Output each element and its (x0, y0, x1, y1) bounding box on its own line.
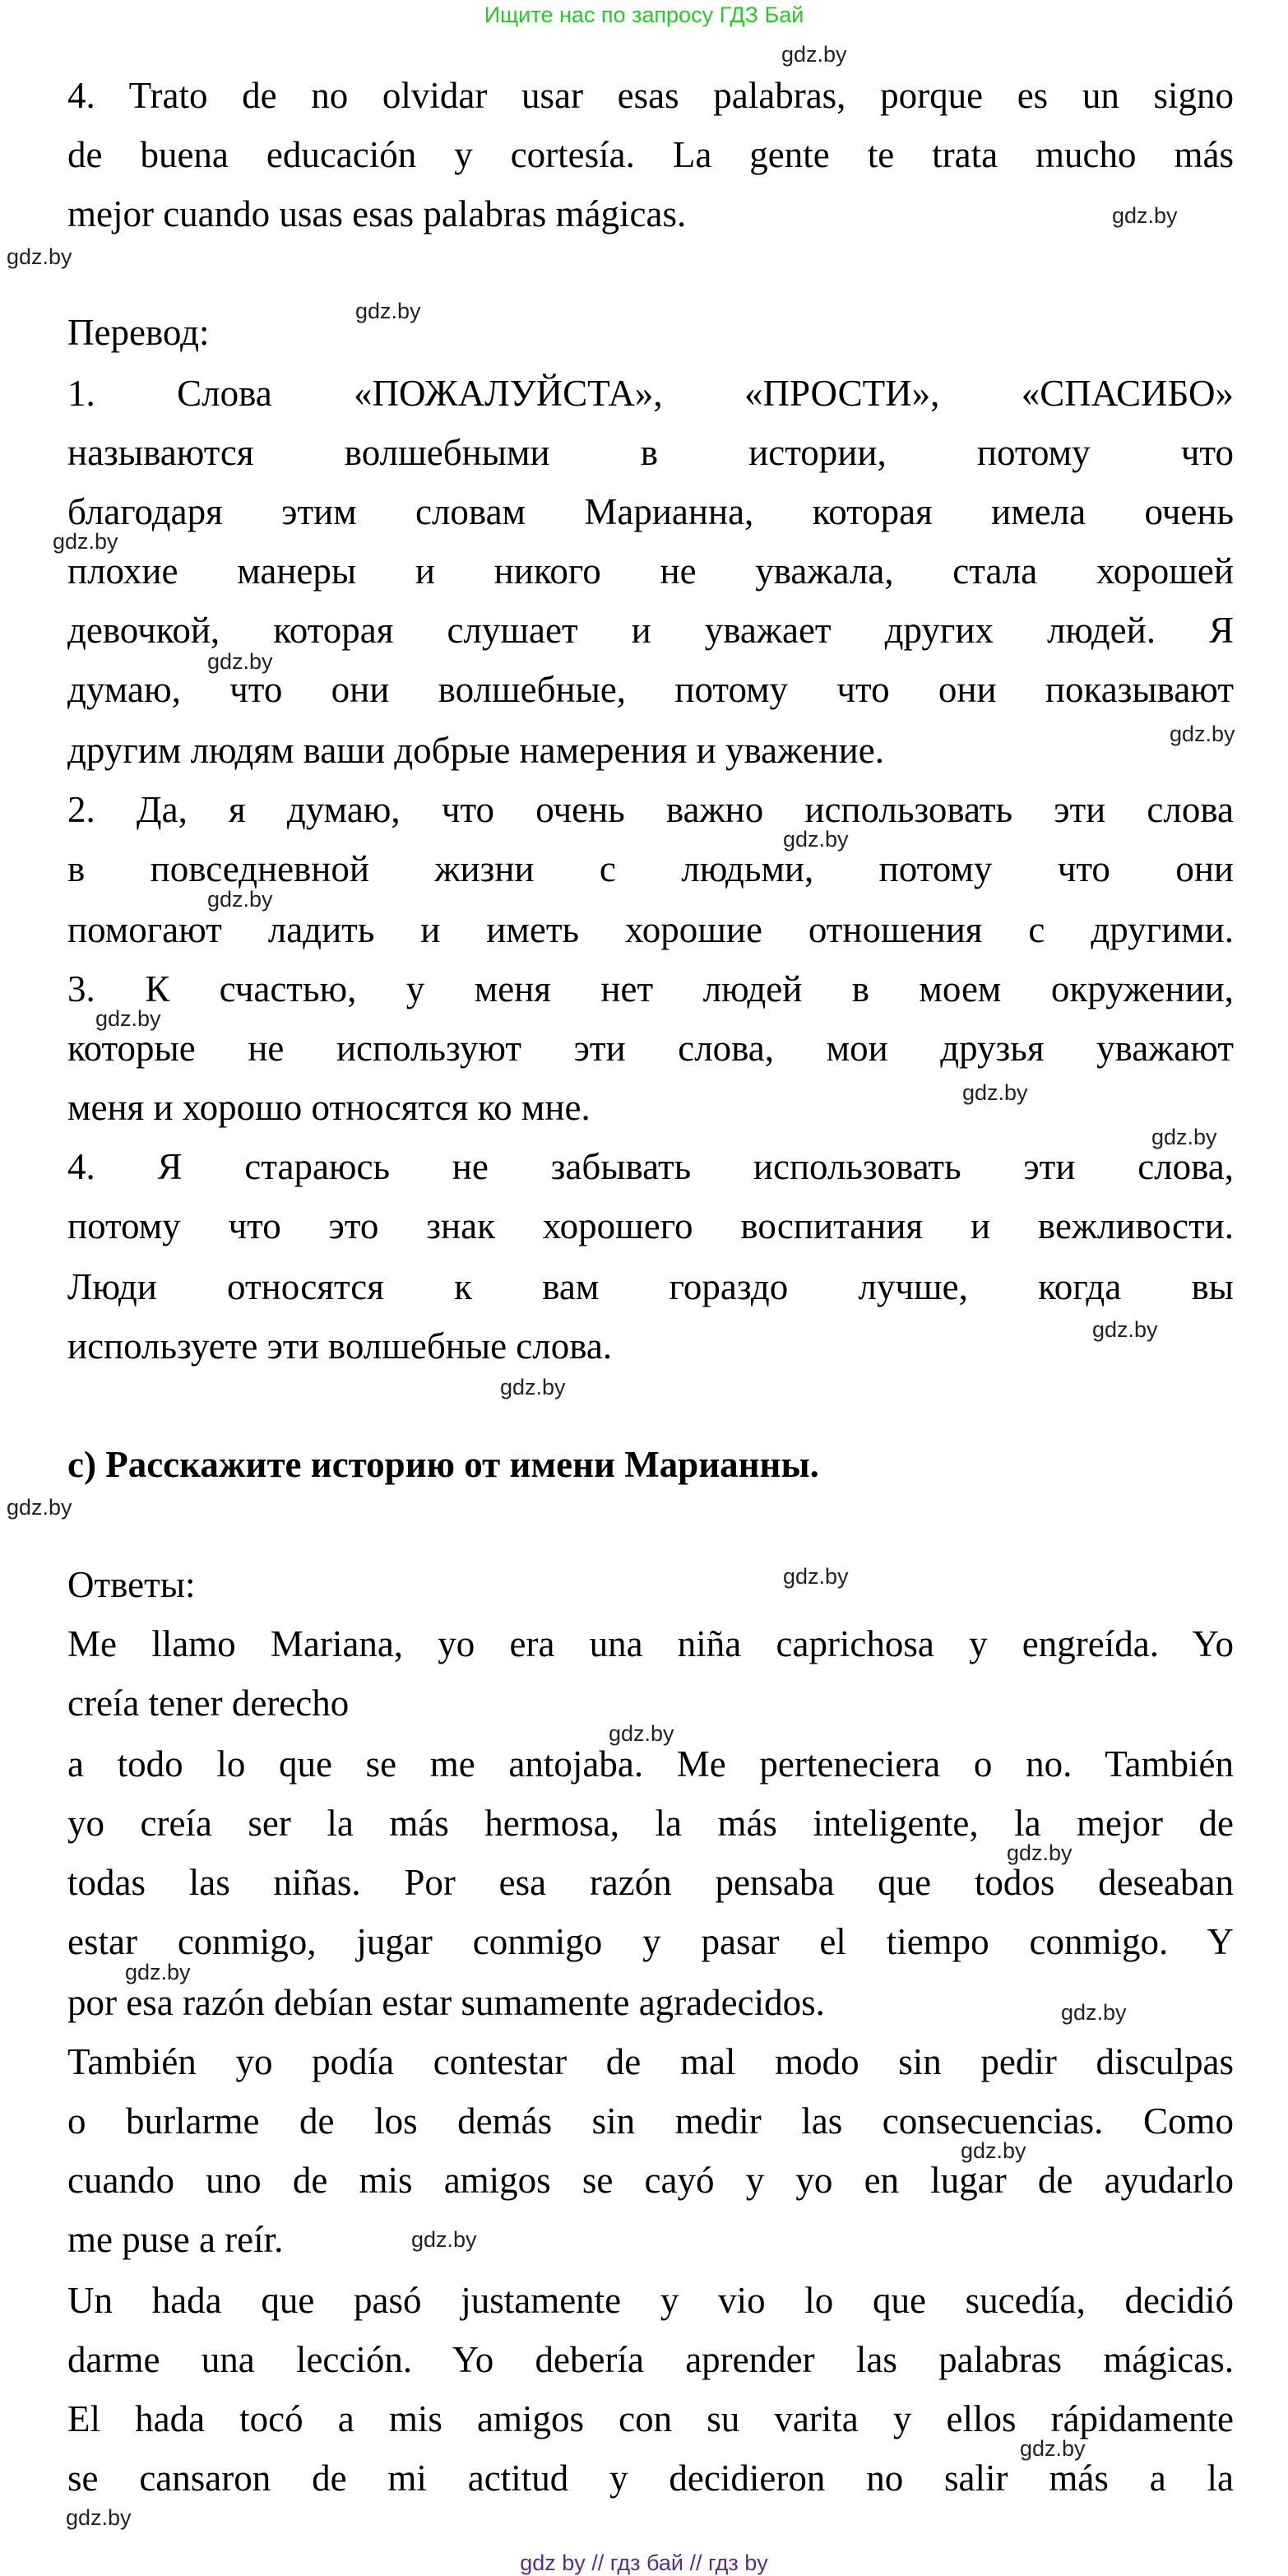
watermark: gdz.by (125, 1960, 191, 1984)
watermark: gdz.by (783, 1564, 849, 1589)
watermark: gdz.by (53, 529, 118, 554)
text-line: darme una lección. Yo debería aprender las palabras mágicas. (67, 2339, 1234, 2380)
watermark: gdz.by (781, 42, 847, 67)
watermark: gdz.by (66, 2505, 132, 2530)
watermark: gdz.by (411, 2227, 477, 2252)
text-line: cuando uno de mis amigos se cayó y yo en lugar de ayudarlo (67, 2160, 1234, 2201)
text-line: благодаря этим словам Марианна, которая имела очень (67, 491, 1234, 532)
text-line: используете эти волшебные слова. (67, 1325, 613, 1367)
text-line: 1. Слова «ПОЖАЛУЙСТА», «ПРОСТИ», «СПАСИБО» (67, 373, 1234, 414)
text-line: de buena educación y cortesía. La gente te trata mucho más (67, 134, 1234, 175)
text-line: yo creía ser la más hermosa, la más inteligente, la mejor de (67, 1803, 1234, 1844)
text-line: por esa razón debían estar sumamente agradecidos. (67, 1982, 825, 2023)
watermark: gdz.by (7, 244, 72, 269)
text-line: se cansaron de mi actitud y decidieron no salir más a la (67, 2458, 1234, 2499)
text-line: думаю, что они волшебные, потому что они показывают (67, 669, 1234, 710)
text-line: También yo podía contestar de mal modo sin pedir disculpas (67, 2041, 1234, 2082)
watermark: gdz.by (961, 2138, 1026, 2163)
text-line: плохие манеры и никого не уважала, стала хорошей (67, 550, 1234, 592)
text-line: me puse a reír. (67, 2219, 284, 2260)
watermark: gdz.by (1092, 1317, 1158, 1342)
text-line: creía tener derecho (67, 1683, 350, 1724)
section-heading: c) Расскажите историю от имени Марианны. (67, 1444, 819, 1485)
text-line: a todo lo que se me antojaba. Me perteneciera o no. También (67, 1743, 1234, 1785)
header-banner[interactable]: Ищите нас по запросу ГДЗ Бай (484, 2, 804, 27)
text-line: которые не используют эти слова, мои друзья уважают (67, 1028, 1234, 1069)
text-line: 4. Я стараюсь не забывать использовать эти слова, (67, 1146, 1234, 1187)
watermark: gdz.by (95, 1006, 161, 1031)
text-line: называются волшебными в истории, потому что (67, 432, 1234, 473)
watermark: gdz.by (1020, 2436, 1086, 2461)
text-line: El hada tocó a mis amigos con su varita y ellos rápidamente (67, 2398, 1234, 2439)
watermark: gdz.by (207, 649, 273, 674)
text-line: estar conmigo, jugar conmigo y pasar el tiempo conmigo. Y (67, 1921, 1234, 1962)
text-line: Me llamo Mariana, yo era una niña caprichosa y engreída. Yo (67, 1623, 1234, 1664)
text-line: меня и хорошо относятся ко мне. (67, 1087, 591, 1128)
watermark: gdz.by (1170, 722, 1235, 746)
text-line: помогают ладить и иметь хорошие отношения с другими. (67, 909, 1234, 950)
watermark: gdz.by (1112, 203, 1178, 228)
watermark: gdz.by (609, 1721, 674, 1746)
text-line: другим людям ваши добрые намерения и уважение. (67, 730, 884, 771)
text-line: Люди относятся к вам гораздо лучше, когда вы (67, 1266, 1234, 1307)
watermark: gdz.by (962, 1080, 1028, 1105)
text-line: 2. Да, я думаю, что очень важно использовать эти слова (67, 789, 1234, 830)
text-line: в повседневной жизни с людьми, потому что они (67, 848, 1234, 889)
text-line: Un hada que pasó justamente y vio lo que sucedía, decidió (67, 2280, 1234, 2321)
text-line: Перевод: (67, 312, 210, 353)
text-line: Ответы: (67, 1564, 196, 1605)
watermark: gdz.by (500, 1375, 566, 1399)
text-line: 4. Trato de no olvidar usar esas palabras, porque es un signo (67, 75, 1234, 116)
watermark: gdz.by (1007, 1840, 1073, 1865)
text-line: потому что это знак хорошего воспитания и вежливости. (67, 1205, 1234, 1246)
watermark: gdz.by (355, 299, 421, 323)
text-line: mejor cuando usas esas palabras mágicas. (67, 193, 687, 234)
watermark: gdz.by (1151, 1125, 1217, 1149)
watermark: gdz.by (7, 1495, 72, 1520)
text-line: девочкой, которая слушает и уважает других людей. Я (67, 610, 1234, 651)
footer-links[interactable]: gdz by // гдз бай // гдз by (520, 2550, 768, 2575)
text-line: o burlarme de los demás sin medir las consecuencias. Como (67, 2100, 1234, 2142)
text-line: 3. К счастью, у меня нет людей в моем окружении, (67, 968, 1234, 1010)
watermark: gdz.by (783, 827, 849, 852)
text-line: todas las niñas. Por esa razón pensaba que todos deseaban (67, 1862, 1234, 1903)
watermark: gdz.by (207, 887, 273, 912)
watermark: gdz.by (1061, 2000, 1127, 2025)
